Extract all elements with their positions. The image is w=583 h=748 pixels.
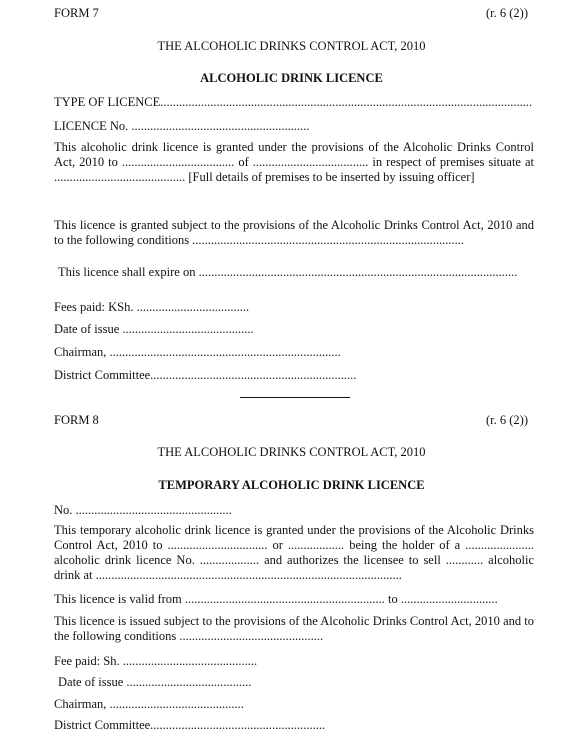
- form8-no: No. ..................................................: [54, 503, 232, 517]
- form8-grant-paragraph: This temporary alcoholic drink licence is granted under the provisions of the Alcoholic Drinks Control Act, 2010 to ................................ or .................. being the holder of a ...................... alcoholic drink licence No. ................... and authorizes the licensee to sell ............ alcoholic drink at ..................................................................................................: [54, 523, 534, 582]
- form7-label: FORM 7: [54, 6, 99, 20]
- form7-chairman: Chairman, ..........................................................................: [54, 345, 341, 359]
- form7-licence-no: LICENCE No. .........................................................: [54, 119, 310, 133]
- form7-expire-line: This licence shall expire on ......................................................................................................: [58, 265, 518, 279]
- form8-fee-paid: Fee paid: Sh. ...........................................: [54, 654, 258, 668]
- form8-act-title: THE ALCOHOLIC DRINKS CONTROL ACT, 2010: [157, 445, 426, 459]
- form7-grant-paragraph: This alcoholic drink licence is granted under the provisions of the Alcoholic Drinks Control Act, 2010 to .................................... of ..................................... in respect of premises situate at .......................................... [Full details of premises to be inserted by issuing officer]: [54, 140, 534, 184]
- section-divider: [240, 397, 350, 398]
- form7-rule-ref: (r. 6 (2)): [486, 6, 528, 20]
- form8-rule-ref: (r. 6 (2)): [486, 413, 528, 427]
- form8-chairman: Chairman, ...........................................: [54, 697, 244, 711]
- form7-licence-title: ALCOHOLIC DRINK LICENCE: [200, 71, 383, 85]
- form7-conditions-paragraph: This licence is granted subject to the provisions of the Alcoholic Drinks Control Act, 2010 and to the following conditions .......................................................................................: [54, 218, 534, 247]
- form7-act-title: THE ALCOHOLIC DRINKS CONTROL ACT, 2010: [157, 39, 426, 53]
- form8-valid-from: This licence is valid from ................................................................ to ...............................: [54, 592, 498, 606]
- form7-fees-paid: Fees paid: KSh. ....................................: [54, 300, 250, 314]
- form8-licence-title: TEMPORARY ALCOHOLIC DRINK LICENCE: [158, 478, 425, 492]
- form7-district-committee: District Committee..................................................................: [54, 368, 357, 382]
- form8-conditions-paragraph: This licence is issued subject to the provisions of the Alcoholic Drinks Control Act, 2010 and to the following conditions ..............................................: [54, 614, 534, 643]
- form7-date-of-issue: Date of issue ..........................................: [54, 322, 254, 336]
- form8-label: FORM 8: [54, 413, 99, 427]
- form8-district-committee: District Committee........................................................: [54, 718, 326, 732]
- form7-type-of-licence: TYPE OF LICENCE.......................................................................................................................: [54, 95, 533, 109]
- form8-date-of-issue: Date of issue ........................................: [58, 675, 252, 689]
